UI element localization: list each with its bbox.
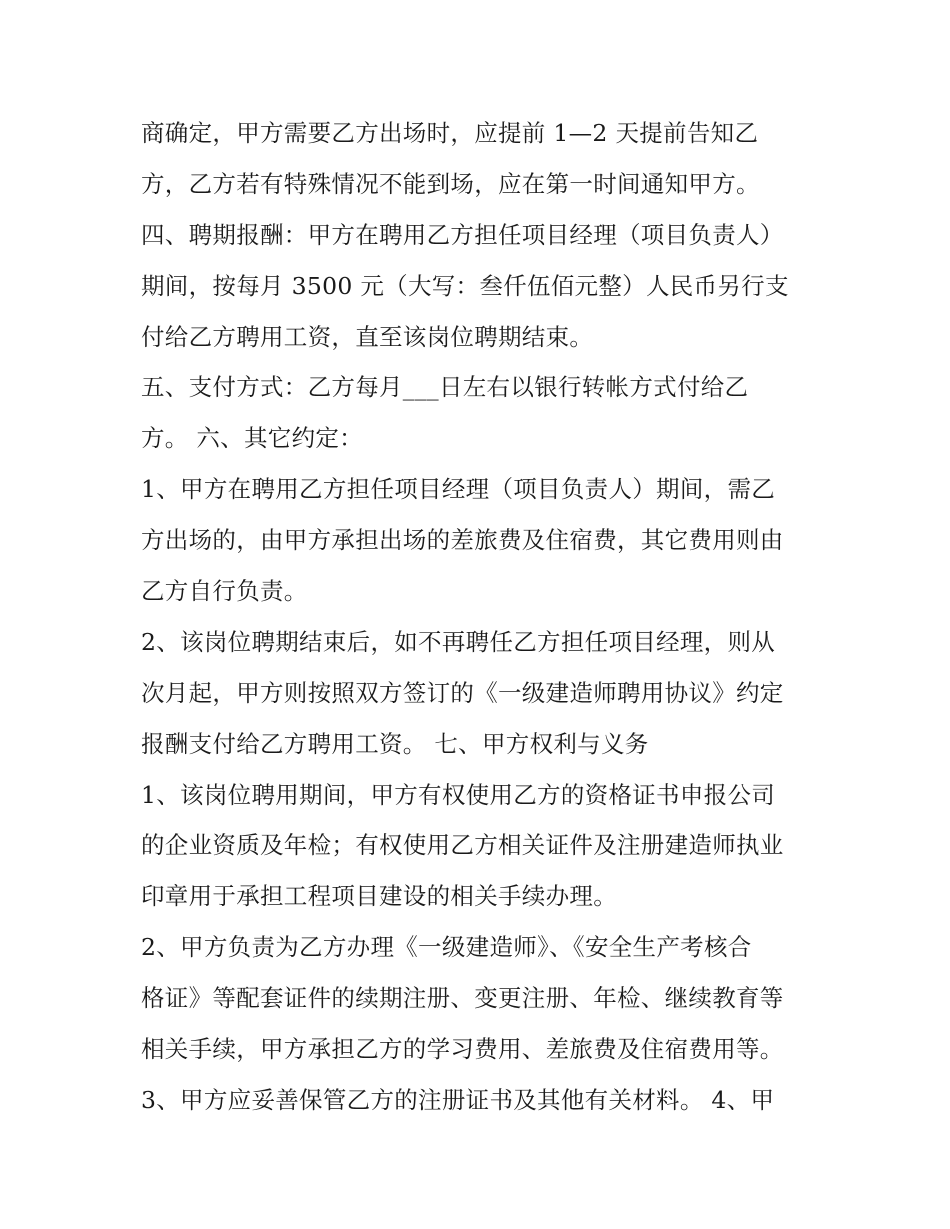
text-line: 1、该岗位聘用期间，甲方有权使用乙方的资格证书申报公司 xyxy=(141,780,776,809)
text-line: 方。 六、其它约定： xyxy=(141,424,363,453)
text-line: 次月起，甲方则按照双方签订的《一级建造师聘用协议》约定 xyxy=(141,678,784,707)
text-line: 印章用于承担工程项目建设的相关手续办理。 xyxy=(141,882,617,911)
text-line: 付给乙方聘用工资，直至该岗位聘期结束。 xyxy=(141,322,594,351)
text-line: 商确定，甲方需要乙方出场时，应提前 1—2 天提前告知乙 xyxy=(141,119,759,147)
text-line: 的企业资质及年检；有权使用乙方相关证件及注册建造师执业 xyxy=(141,831,784,860)
document-body xyxy=(141,108,841,1126)
text-line: 方，乙方若有特殊情况不能到场，应在第一时间通知甲方。 xyxy=(141,169,760,198)
text-line: 四、聘期报酬：甲方在聘用乙方担任项目经理（项目负责人） xyxy=(141,220,784,249)
text-line: 1、甲方在聘用乙方担任项目经理（项目负责人）期间，需乙 xyxy=(141,475,776,504)
text-line: 方出场的，由甲方承担出场的差旅费及住宿费，其它费用则由 xyxy=(141,526,784,555)
text-line: 格证》等配套证件的续期注册、变更注册、年检、继续教育等 xyxy=(141,984,784,1013)
text-line: 五、支付方式：乙方每月___日左右以银行转帐方式付给乙 xyxy=(141,373,749,402)
text-line: 期间，按每月 3500 元（大写：叁仟伍佰元整）人民币另行支 xyxy=(141,271,789,300)
text-line: 2、甲方负责为乙方办理《一级建造师》、《安全生产考核合 xyxy=(141,933,752,962)
text-line: 2、该岗位聘期结束后，如不再聘任乙方担任项目经理，则从 xyxy=(141,627,776,656)
text-line: 相关手续，甲方承担乙方的学习费用、差旅费及住宿费用等。 xyxy=(141,1035,784,1064)
text-line: 乙方自行负责。 xyxy=(141,577,308,606)
text-line: 报酬支付给乙方聘用工资。 七、甲方权利与义务 xyxy=(141,729,649,758)
text-line: 3、甲方应妥善保管乙方的注册证书及其他有关材料。 4、甲 xyxy=(141,1085,775,1114)
